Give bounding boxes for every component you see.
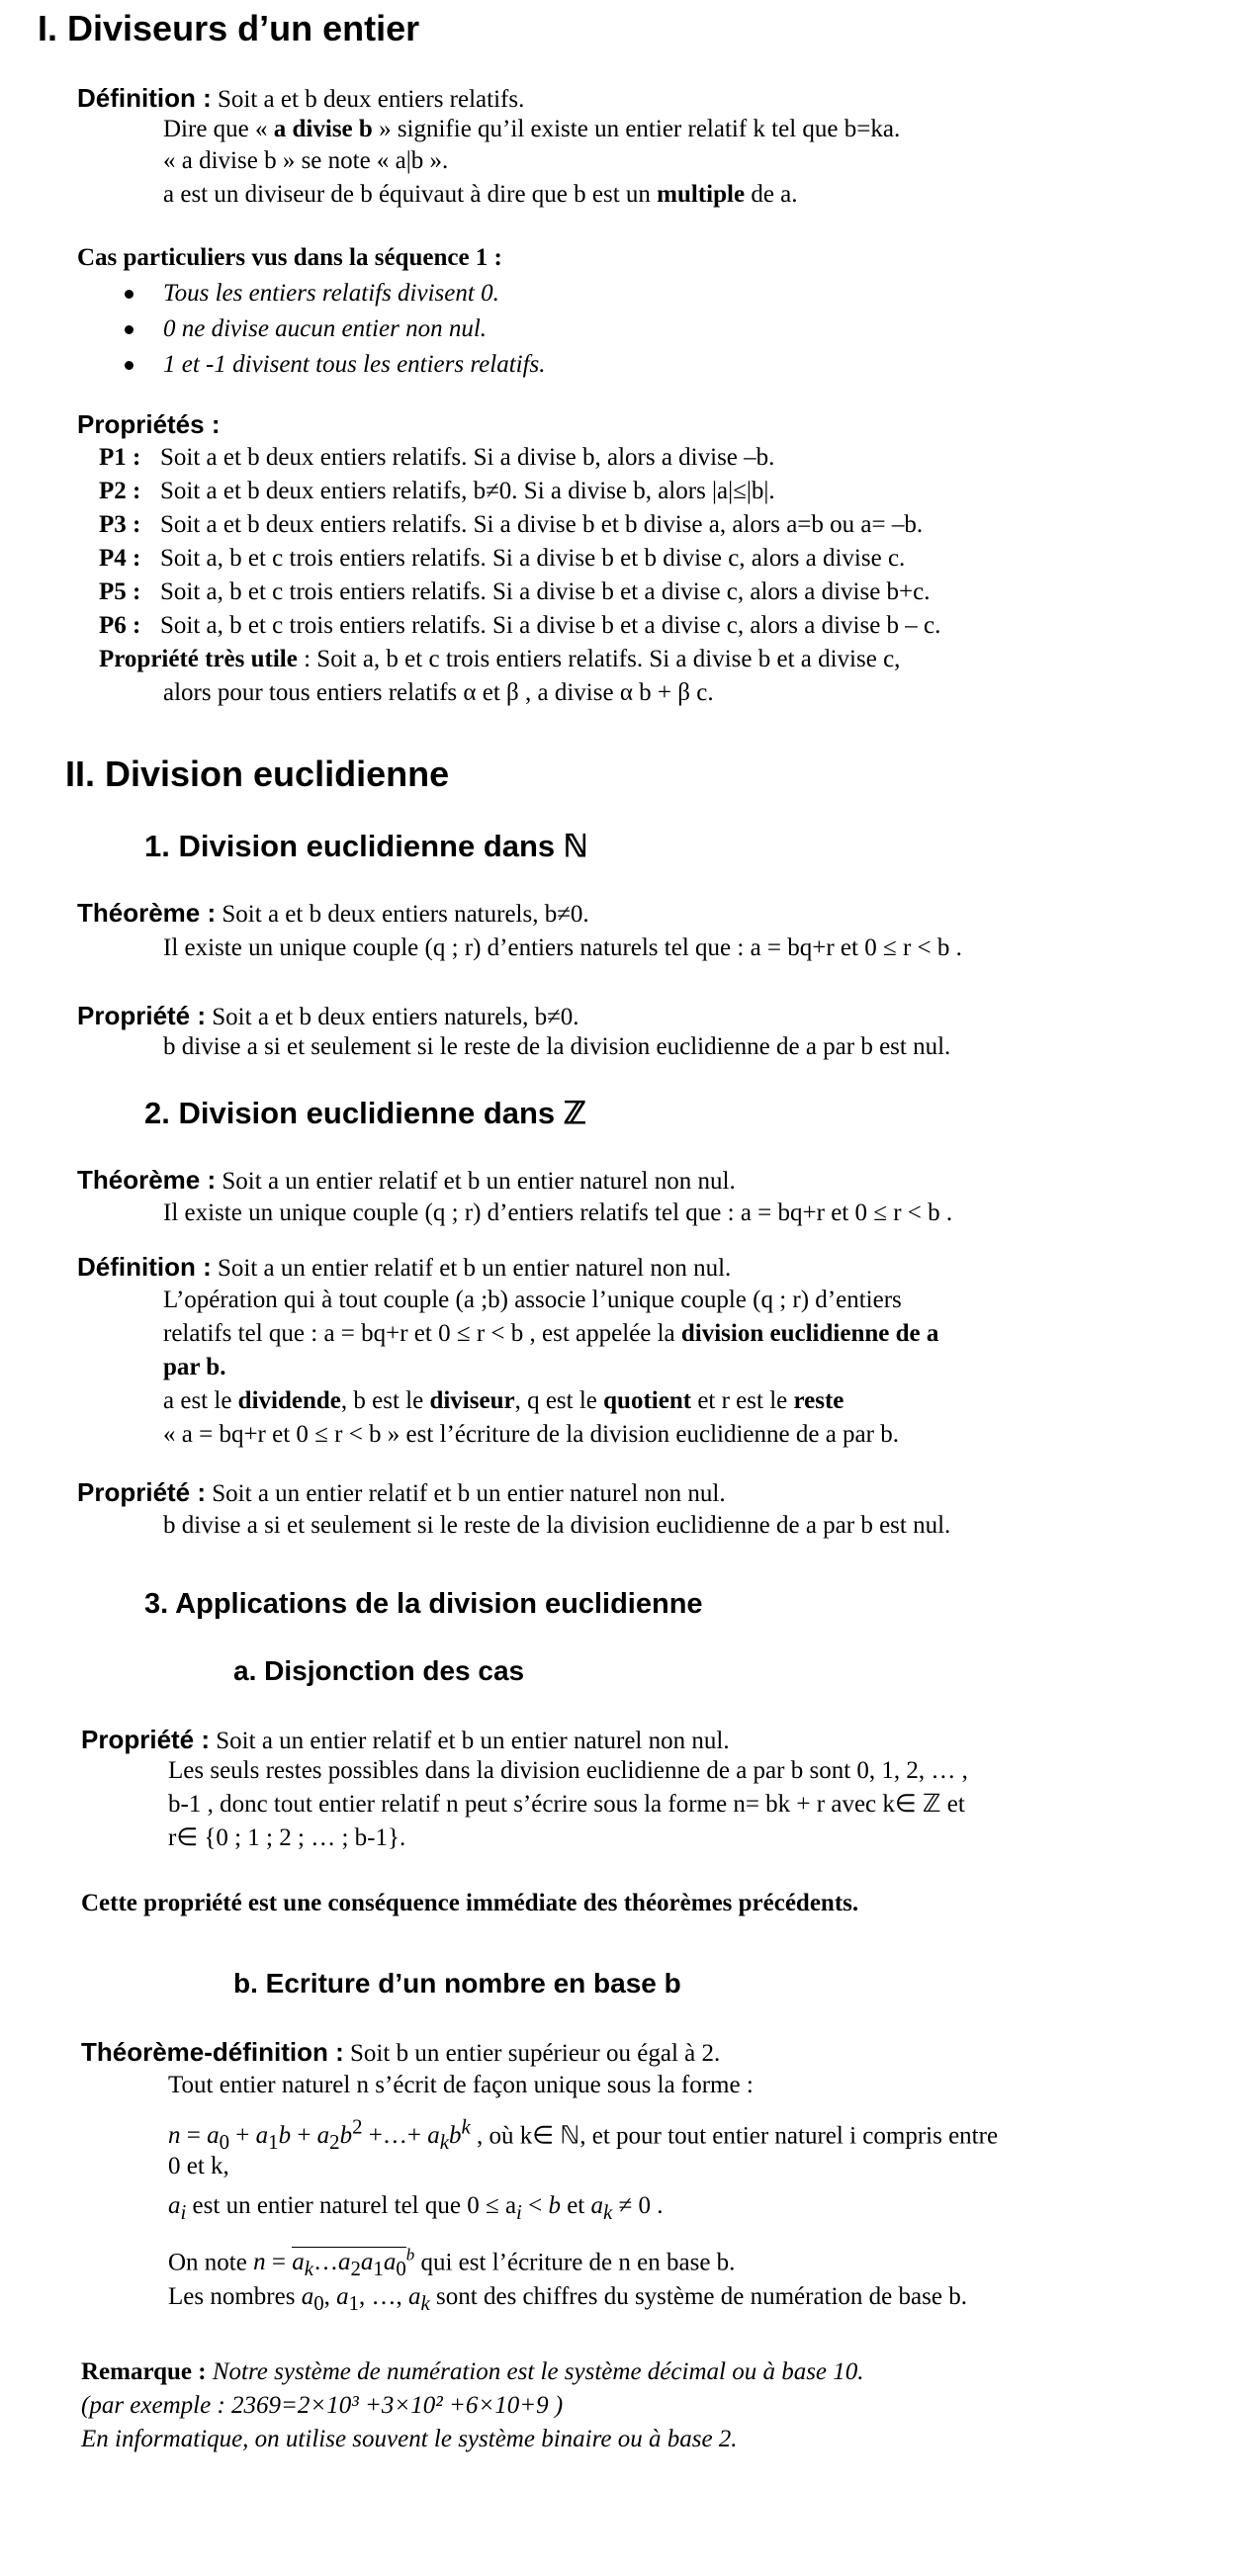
definition-2-line-6: « a = bq+r et 0 ≤ r < b » est l’écriture de la division euclidienne de a par b. bbox=[163, 1421, 899, 1448]
propriete-tres-utile-line-2: alors pour tous entiers relatifs α et β , a divise α b + β c. bbox=[163, 679, 714, 706]
def2-l5c: , b est le bbox=[340, 1387, 430, 1414]
reste-term: reste bbox=[793, 1387, 844, 1414]
property-p6 bbox=[99, 611, 940, 641]
property-3a-line-1 bbox=[81, 1725, 730, 1756]
subsection-1-title: 1. Division euclidienne dans ℕ bbox=[144, 829, 588, 863]
theorem-1-line-2: Il existe un unique couple (q ; r) d’entiers naturels tel que : a = bq+r et 0 ≤ r < b . bbox=[163, 934, 962, 961]
p4-number: P4 : bbox=[99, 545, 141, 572]
property-3a-line-4: r∈ {0 ; 1 ; 2 ; … ; b-1}. bbox=[168, 1824, 406, 1851]
cas-particuliers-heading: Cas particuliers vus dans la séquence 1 : bbox=[77, 244, 502, 271]
cas-item-1-text: Tous les entiers relatifs divisent 0. bbox=[163, 280, 499, 307]
theorem-1-text: Soit a et b deux entiers naturels, b≠0. bbox=[216, 901, 589, 928]
definition-line-1 bbox=[77, 83, 524, 115]
definition-line-3: « a divise b » se note « a|b ». bbox=[163, 147, 449, 174]
p4-text: Soit a, b et c trois entiers relatifs. Si a divise b et b divise c, alors a divise c. bbox=[160, 545, 906, 572]
def-l2a: Dire que « bbox=[163, 116, 274, 142]
proprietes-heading: Propriétés : bbox=[77, 409, 221, 439]
definition-label: Définition : bbox=[77, 1252, 212, 1282]
property-label: Propriété : bbox=[81, 1725, 211, 1754]
theorem-1-line-1 bbox=[77, 898, 589, 930]
cas-item-3-text: 1 et -1 divisent tous les entiers relatifs. bbox=[163, 351, 546, 378]
definition-label: Définition : bbox=[77, 83, 212, 113]
nombres-text: Les nombres bbox=[168, 2283, 302, 2310]
def-l2b: a divise b bbox=[273, 116, 373, 142]
remarque-example: (par exemple : 2369=2×10³ +3×10² +6×10+9 ) bbox=[81, 2392, 564, 2419]
remarque-line-1 bbox=[81, 2357, 864, 2387]
property-n-line-1 bbox=[77, 1001, 579, 1032]
p2-number: P2 : bbox=[99, 478, 141, 504]
bullet-icon bbox=[125, 325, 133, 334]
cas-item-3 bbox=[163, 350, 546, 380]
theorem-label: Théorème : bbox=[77, 1165, 217, 1195]
p2-text: Soit a et b deux entiers relatifs, b≠0. Si a divise b, alors |a|≤|b|. bbox=[160, 478, 775, 504]
theorem-definition-line-4: 0 et k, bbox=[168, 2153, 229, 2179]
dividende-term: dividende bbox=[237, 1387, 341, 1414]
property-p4 bbox=[99, 544, 905, 574]
theorem-2-line-1 bbox=[77, 1165, 736, 1197]
property-n-text: Soit a et b deux entiers naturels, b≠0. bbox=[206, 1004, 579, 1030]
definition-2-line-1 bbox=[77, 1252, 731, 1284]
util-label: Propriété très utile bbox=[99, 646, 298, 672]
property-z-line-2: b divise a si et seulement si le reste de la division euclidienne de a par b est nul. bbox=[163, 1512, 951, 1539]
on-note-rest: qui est l’écriture de n en base b. bbox=[420, 2249, 736, 2276]
base-expansion-formula: $n = a_0 + a_1b + a_2b^2$ +…+ $a_kb^k$ bbox=[168, 2115, 471, 2155]
definition-2-line-4: par b. bbox=[163, 1354, 226, 1380]
property-3a-line-2: Les seuls restes possibles dans la division euclidienne de a par b sont 0, 1, 2, … , bbox=[168, 1757, 968, 1784]
theorem-definition-line-1 bbox=[81, 2037, 720, 2069]
theorem-definition-line-5-text: est un entier naturel tel que 0 ≤ a bbox=[192, 2192, 517, 2219]
p5-number: P5 : bbox=[99, 578, 141, 605]
theorem-definition-line-3-text: , où k∈ ℕ, et pour tout entier naturel i compris entre bbox=[476, 2122, 999, 2150]
p1-number: P1 : bbox=[99, 444, 141, 471]
cas-item-1 bbox=[163, 279, 499, 309]
def2-l5a: a est le bbox=[163, 1387, 238, 1414]
def-l2c: » signifie qu’il existe un entier relatif k tel que b=ka. bbox=[372, 116, 901, 142]
base-b-notation: $n = a_k\dots a_2a_1a_0^b$ bbox=[253, 2246, 415, 2281]
bullet-icon bbox=[125, 361, 133, 370]
remarque-label: Remarque : bbox=[81, 2358, 207, 2385]
property-p1 bbox=[99, 443, 774, 473]
remarque-text: Notre système de numération est le système décimal ou à base 10. bbox=[206, 2358, 864, 2385]
def-l4c: de a. bbox=[745, 181, 798, 208]
theorem-definition-line-5: $a_i$ est un entier naturel tel que $0 \le a_i < b$ et $a_k \ne 0$ . bbox=[168, 2192, 664, 2224]
property-3a-line-3: b-1 , donc tout entier relatif n peut s’écrire sous la forme n= bk + r avec k∈ ℤ et bbox=[168, 1791, 965, 1818]
cas-item-2 bbox=[163, 314, 487, 344]
property-z-line-1 bbox=[77, 1477, 726, 1509]
definition-line-2 bbox=[163, 115, 900, 144]
property-3a-text: Soit a un entier relatif et b un entier naturel non nul. bbox=[210, 1728, 730, 1754]
theorem-definition-line-2: Tout entier naturel n s’écrit de façon unique sous la forme : bbox=[168, 2072, 754, 2098]
def-l4b: multiple bbox=[657, 181, 746, 208]
property-p3 bbox=[99, 510, 923, 540]
def2-l5e: , q est le bbox=[514, 1387, 604, 1414]
theorem-2-text: Soit a un entier relatif et b un entier naturel non nul. bbox=[216, 1168, 736, 1195]
remarque-line-2 bbox=[81, 2391, 563, 2421]
definition-line-4 bbox=[163, 180, 798, 210]
p5-text: Soit a, b et c trois entiers relatifs. Si a divise b et a divise c, alors a divise b+c. bbox=[160, 578, 931, 605]
on-note-text: On note bbox=[168, 2249, 247, 2276]
definition-2-line-5 bbox=[163, 1386, 844, 1416]
quotient-term: quotient bbox=[603, 1387, 692, 1414]
definition-2-line-2: L’opération qui à tout couple (a ;b) associe l’unique couple (q ; r) d’entiers bbox=[163, 1287, 902, 1313]
definition-2-line-3 bbox=[163, 1319, 938, 1349]
definition-text: Soit a et b deux entiers relatifs. bbox=[218, 86, 525, 113]
property-z-text: Soit a un entier relatif et b un entier naturel non nul. bbox=[206, 1480, 726, 1507]
def-l4a: a est un diviseur de b équivaut à dire que b est un bbox=[163, 181, 658, 208]
property-p5 bbox=[99, 577, 931, 607]
subsection-2-title: 2. Division euclidienne dans ℤ bbox=[144, 1096, 586, 1130]
section-2-title: II. Division euclidienne bbox=[65, 754, 450, 794]
theorem-2-line-2: Il existe un unique couple (q ; r) d’entiers relatifs tel que : a = bq+r et 0 ≤ r < b . bbox=[163, 1199, 953, 1226]
property-p2 bbox=[99, 477, 775, 506]
subsection-3-title: 3. Applications de la division euclidienne bbox=[144, 1588, 703, 1620]
util-l1: : Soit a, b et c trois entiers relatifs. Si a divise b et a divise c, bbox=[297, 646, 901, 672]
remarque-informatique: En informatique, on utilise souvent le système binaire ou à base 2. bbox=[81, 2426, 738, 2452]
remarque-line-3 bbox=[81, 2425, 738, 2454]
subsection-3a-title: a. Disjonction des cas bbox=[233, 1655, 525, 1686]
nombres-rest: sont des chiffres du système de numération de base b. bbox=[429, 2283, 967, 2310]
section-1-title: I. Diviseurs d’un entier bbox=[38, 8, 420, 48]
def2-l5g: et r est le bbox=[691, 1387, 794, 1414]
property-label: Propriété : bbox=[77, 1477, 207, 1507]
p6-text: Soit a, b et c trois entiers relatifs. Si a divise b et a divise c, alors a divise b – c. bbox=[160, 612, 941, 639]
p6-number: P6 : bbox=[99, 612, 141, 639]
theorem-definition-line-6 bbox=[168, 2241, 735, 2283]
p3-text: Soit a et b deux entiers relatifs. Si a divise b et b divise a, alors a=b ou a= –b. bbox=[160, 511, 924, 538]
def2-l3b: division euclidienne de a bbox=[680, 1320, 939, 1347]
theorem-definition-text: Soit b un entier supérieur ou égal à 2. bbox=[343, 2040, 721, 2067]
p3-number: P3 : bbox=[99, 511, 141, 538]
property-n-line-2: b divise a si et seulement si le reste de la division euclidienne de a par b est nul. bbox=[163, 1033, 951, 1060]
theorem-definition-label: Théorème-définition : bbox=[81, 2037, 344, 2067]
theorem-definition-line-3 bbox=[168, 2112, 998, 2157]
propriete-tres-utile bbox=[99, 645, 900, 674]
theorem-label: Théorème : bbox=[77, 898, 217, 928]
def2-l3a: relatifs tel que : a = bq+r et 0 ≤ r < b , est appelée la bbox=[163, 1320, 681, 1347]
p1-text: Soit a et b deux entiers relatifs. Si a divise b, alors a divise –b. bbox=[160, 444, 775, 471]
theorem-definition-line-7: Les nombres $a_0$, $a_1$, …, $a_k$ sont des chiffres du système de numération de base b. bbox=[168, 2283, 967, 2315]
bullet-icon bbox=[125, 290, 133, 299]
property-3a-note: Cette propriété est une conséquence immédiate des théorèmes précédents. bbox=[81, 1890, 859, 1916]
diviseur-term: diviseur bbox=[429, 1387, 515, 1414]
definition-2-text: Soit a un entier relatif et b un entier naturel non nul. bbox=[211, 1255, 732, 1282]
cas-item-2-text: 0 ne divise aucun entier non nul. bbox=[163, 315, 488, 342]
property-label: Propriété : bbox=[77, 1001, 207, 1030]
subsection-3b-title: b. Ecriture d’un nombre en base b bbox=[233, 1968, 681, 1999]
